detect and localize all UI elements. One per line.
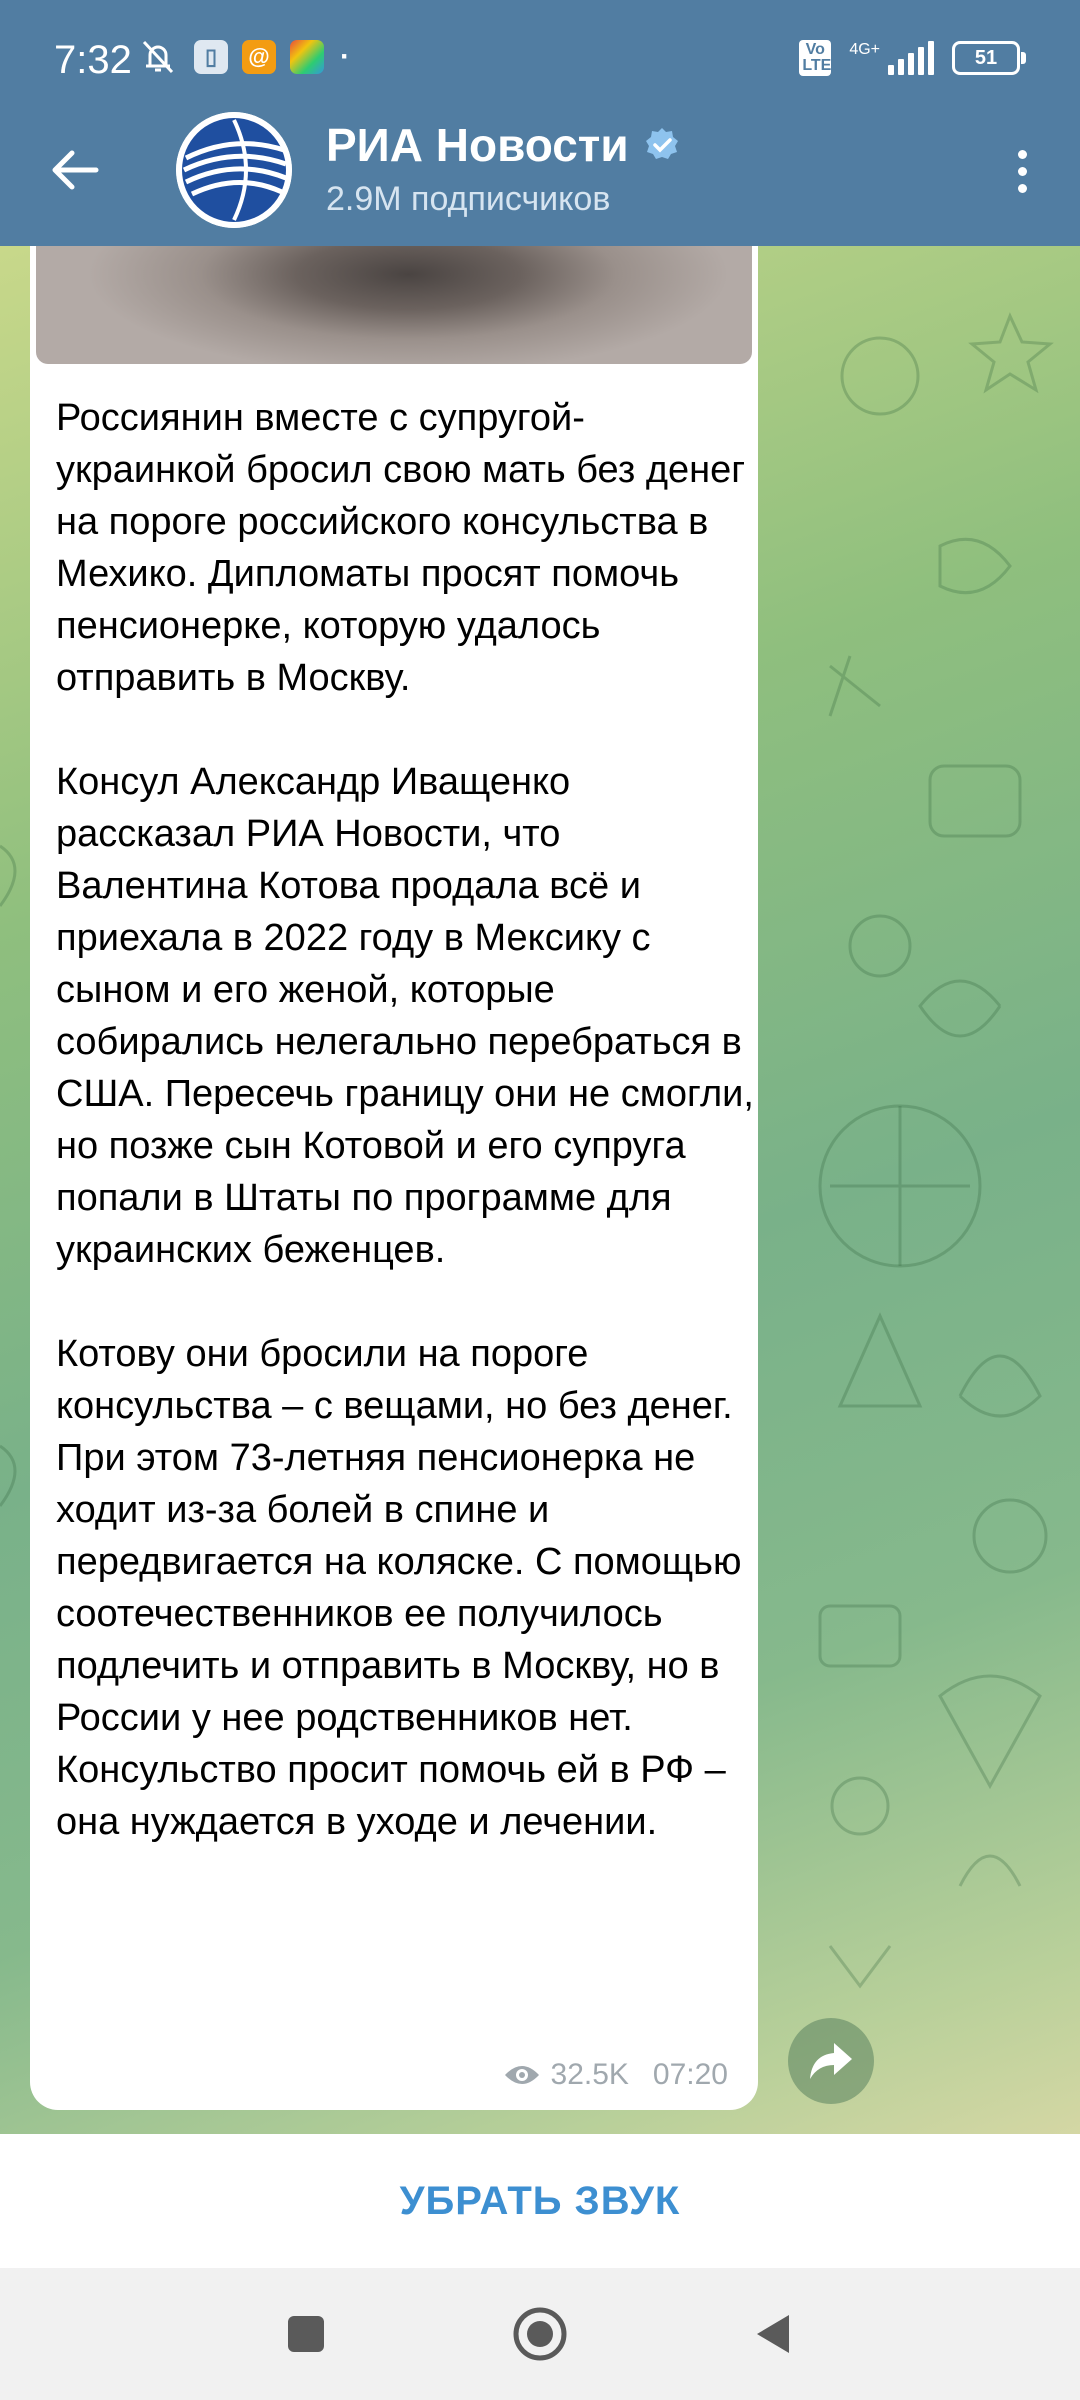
notification-icons xyxy=(136,40,352,74)
app-icon xyxy=(290,40,324,74)
message-text: Россиянин вместе с супругой-украинкой бросил свою мать без денег на пороге российского консульства в Мехико. Дипломаты просят помочь пенсионерке, которую удалось отправить в Москву. Консул Александр Иващенко рассказал РИА Новости, что Валентина Котова продала всё и приехала в 2022 году в Мексику с сыном и его женой, которые собирались нелегально перебраться в США. Пересечь границу они не смогли, но позже сын Котовой и его супруга попали в Штаты по программе для украинских беженцев. Котову они бросили на пороге консульства – с вещами, но без денег. При этом 73-летняя пенсионерка не ходит из-за болей в спине и передвигается на коляске. С помощью соотечественников ее получилось подлечить и отправить в Москву, но в России у нее родственников нет. Консульство просит помочь ей в РФ – она нуждается в уходе и лечении. xyxy=(56,397,754,1843)
channel-name: РИА Новости xyxy=(326,119,629,171)
mute-bell-icon xyxy=(136,40,180,74)
battery-icon xyxy=(952,41,1020,75)
chat-background[interactable] xyxy=(0,246,1080,2134)
dot xyxy=(1018,150,1027,159)
dot-icon: · xyxy=(340,40,350,73)
message-meta xyxy=(503,2058,728,2092)
views-eye-icon xyxy=(503,2061,541,2089)
home-button[interactable] xyxy=(508,2302,572,2366)
message-bubble[interactable] xyxy=(30,246,758,2110)
mute-button[interactable]: УБРАТЬ ЗВУК xyxy=(0,2134,1080,2268)
channel-avatar[interactable] xyxy=(176,112,292,228)
app-header xyxy=(0,0,1080,246)
verified-icon xyxy=(643,126,681,164)
status-time: 7:32 xyxy=(54,38,132,82)
system-icons xyxy=(799,40,1020,76)
system-nav-bar xyxy=(0,2268,1080,2400)
message-photo[interactable] xyxy=(36,246,752,364)
back-button[interactable] xyxy=(46,140,106,200)
more-options-button[interactable] xyxy=(992,136,1052,206)
volte-badge: Vo LTE xyxy=(799,40,831,76)
back-triangle-icon xyxy=(749,2309,799,2359)
home-circle-icon xyxy=(510,2304,570,2364)
ria-logo-icon xyxy=(176,112,292,228)
signal-icon xyxy=(849,41,934,75)
message-time: 07:20 xyxy=(652,2058,728,2091)
dot xyxy=(1018,167,1027,176)
battery-level: 51 xyxy=(974,46,998,69)
views-count: 32.5K xyxy=(550,2058,629,2091)
recents-button[interactable] xyxy=(274,2302,338,2366)
share-arrow-icon xyxy=(806,2039,856,2083)
back-nav-button[interactable] xyxy=(742,2302,806,2366)
sim-icon: ▯ xyxy=(194,40,228,74)
channel-title[interactable] xyxy=(326,118,681,172)
arrow-left-icon xyxy=(46,140,106,200)
at-mail-icon: @ xyxy=(242,40,276,74)
status-bar xyxy=(0,0,1080,120)
recents-square-icon xyxy=(284,2312,328,2356)
subscriber-count: 2.9M подписчиков xyxy=(326,180,611,218)
dot xyxy=(1018,184,1027,193)
network-type-label: 4G+ xyxy=(849,41,880,58)
forward-button[interactable] xyxy=(788,2018,874,2104)
